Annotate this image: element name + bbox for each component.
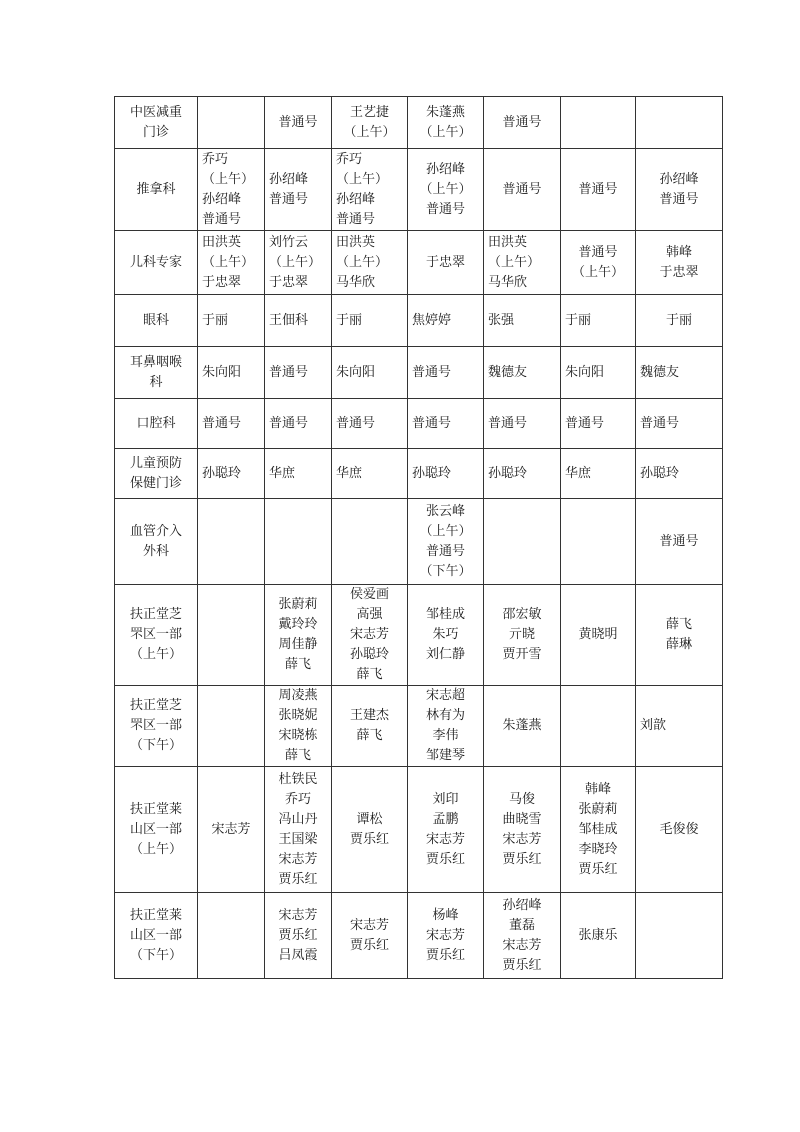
department-name: 扶正堂芝 罘区一部 （下午） xyxy=(115,686,198,767)
department-name: 扶正堂莱 山区一部 （上午） xyxy=(115,767,198,893)
schedule-cell: 朱向阳 xyxy=(198,347,265,399)
schedule-cell: 普通号 xyxy=(484,399,561,449)
schedule-cell: 孙聪玲 xyxy=(484,449,561,499)
department-name: 扶正堂莱 山区一部 （下午） xyxy=(115,893,198,979)
schedule-cell: 杜铁民 乔巧 冯山丹 王国梁 宋志芳 贾乐红 xyxy=(265,767,332,893)
schedule-cell: 朱向阳 xyxy=(332,347,408,399)
department-name: 血管介入 外科 xyxy=(115,499,198,585)
schedule-cell xyxy=(484,499,561,585)
schedule-cell: 张蔚莉 戴玲玲 周佳静 薛飞 xyxy=(265,585,332,686)
schedule-cell: 华庶 xyxy=(561,449,636,499)
schedule-cell: 孙绍峰 董磊 宋志芳 贾乐红 xyxy=(484,893,561,979)
table-row xyxy=(115,295,723,347)
schedule-cell: 周凌燕 张晓妮 宋晓栋 薛飞 xyxy=(265,686,332,767)
table-row xyxy=(115,97,723,149)
department-name: 眼科 xyxy=(115,295,198,347)
schedule-cell xyxy=(561,97,636,149)
table-row xyxy=(115,399,723,449)
schedule-cell: 王佃科 xyxy=(265,295,332,347)
schedule-cell: 王艺捷 （上午） xyxy=(332,97,408,149)
schedule-cell: 魏德友 xyxy=(636,347,723,399)
schedule-cell xyxy=(265,499,332,585)
schedule-cell: 普通号 xyxy=(408,399,484,449)
schedule-cell xyxy=(198,499,265,585)
schedule-cell: 普通号 （上午） xyxy=(561,231,636,295)
schedule-cell xyxy=(198,893,265,979)
table-row xyxy=(115,347,723,399)
schedule-cell xyxy=(636,97,723,149)
department-name: 扶正堂芝 罘区一部 （上午） xyxy=(115,585,198,686)
schedule-cell: 邵宏敏 亓晓 贾开雪 xyxy=(484,585,561,686)
table-row xyxy=(115,893,723,979)
schedule-cell: 田洪英 （上午） 于忠翠 xyxy=(198,231,265,295)
schedule-cell: 普通号 xyxy=(484,149,561,231)
schedule-cell: 田洪英 （上午） 马华欣 xyxy=(332,231,408,295)
department-name: 儿科专家 xyxy=(115,231,198,295)
schedule-cell: 华庶 xyxy=(265,449,332,499)
schedule-cell: 乔巧 （上午） 孙绍峰 普通号 xyxy=(198,149,265,231)
schedule-cell: 刘竹云 （上午） 于忠翠 xyxy=(265,231,332,295)
table-row xyxy=(115,231,723,295)
schedule-cell: 普通号 xyxy=(198,399,265,449)
schedule-cell xyxy=(198,97,265,149)
schedule-cell: 王建杰 薛飞 xyxy=(332,686,408,767)
department-name: 口腔科 xyxy=(115,399,198,449)
department-name: 推拿科 xyxy=(115,149,198,231)
schedule-cell: 韩峰 于忠翠 xyxy=(636,231,723,295)
schedule-cell: 普通号 xyxy=(265,97,332,149)
schedule-cell: 孙聪玲 xyxy=(636,449,723,499)
schedule-cell: 马俊 曲晓雪 宋志芳 贾乐红 xyxy=(484,767,561,893)
schedule-cell: 于丽 xyxy=(332,295,408,347)
schedule-cell xyxy=(636,893,723,979)
table-row xyxy=(115,686,723,767)
schedule-cell: 宋志芳 贾乐红 xyxy=(332,893,408,979)
schedule-cell: 于忠翠 xyxy=(408,231,484,295)
schedule-cell: 普通号 xyxy=(636,399,723,449)
schedule-cell: 刘歆 xyxy=(636,686,723,767)
schedule-cell xyxy=(332,499,408,585)
schedule-cell: 宋志芳 xyxy=(198,767,265,893)
schedule-cell: 韩峰 张蔚莉 邹桂成 李晓玲 贾乐红 xyxy=(561,767,636,893)
schedule-cell: 乔巧 （上午） 孙绍峰 普通号 xyxy=(332,149,408,231)
schedule-cell xyxy=(198,686,265,767)
schedule-cell: 侯爱画 高强 宋志芳 孙聪玲 薛飞 xyxy=(332,585,408,686)
schedule-cell: 于丽 xyxy=(198,295,265,347)
schedule-cell: 于丽 xyxy=(636,295,723,347)
schedule-cell: 张康乐 xyxy=(561,893,636,979)
table-row xyxy=(115,149,723,231)
schedule-cell xyxy=(561,686,636,767)
schedule-cell: 张云峰 （上午） 普通号 （下午） xyxy=(408,499,484,585)
table-row xyxy=(115,585,723,686)
table-row xyxy=(115,449,723,499)
schedule-cell: 刘印 孟鹏 宋志芳 贾乐红 xyxy=(408,767,484,893)
table-row xyxy=(115,499,723,585)
schedule-cell: 普通号 xyxy=(408,347,484,399)
schedule-cell: 于丽 xyxy=(561,295,636,347)
department-name: 耳鼻咽喉 科 xyxy=(115,347,198,399)
schedule-cell: 普通号 xyxy=(332,399,408,449)
schedule-cell: 黄晓明 xyxy=(561,585,636,686)
schedule-cell: 孙绍峰 普通号 xyxy=(265,149,332,231)
schedule-cell: 孙绍峰 （上午） 普通号 xyxy=(408,149,484,231)
schedule-cell: 魏德友 xyxy=(484,347,561,399)
schedule-cell: 杨峰 宋志芳 贾乐红 xyxy=(408,893,484,979)
table-row xyxy=(115,767,723,893)
schedule-cell: 朱蓬燕 （上午） xyxy=(408,97,484,149)
schedule-cell: 邹桂成 朱巧 刘仁静 xyxy=(408,585,484,686)
schedule-cell: 朱蓬燕 xyxy=(484,686,561,767)
schedule-cell: 普通号 xyxy=(636,499,723,585)
schedule-cell: 毛俊俊 xyxy=(636,767,723,893)
schedule-cell: 朱向阳 xyxy=(561,347,636,399)
schedule-cell: 普通号 xyxy=(265,347,332,399)
schedule-cell: 普通号 xyxy=(265,399,332,449)
schedule-cell xyxy=(561,499,636,585)
schedule-cell: 孙聪玲 xyxy=(198,449,265,499)
schedule-cell xyxy=(198,585,265,686)
schedule-cell: 谭松 贾乐红 xyxy=(332,767,408,893)
schedule-cell: 宋志芳 贾乐红 吕凤霞 xyxy=(265,893,332,979)
schedule-cell: 张强 xyxy=(484,295,561,347)
schedule-table xyxy=(114,96,723,979)
schedule-cell: 薛飞 薛琳 xyxy=(636,585,723,686)
schedule-cell: 普通号 xyxy=(561,399,636,449)
schedule-cell: 宋志超 林有为 李伟 邹建琴 xyxy=(408,686,484,767)
schedule-cell: 田洪英 （上午） 马华欣 xyxy=(484,231,561,295)
schedule-cell: 孙绍峰 普通号 xyxy=(636,149,723,231)
department-name: 中医减重 门诊 xyxy=(115,97,198,149)
schedule-cell: 焦婷婷 xyxy=(408,295,484,347)
department-name: 儿童预防 保健门诊 xyxy=(115,449,198,499)
schedule-cell: 普通号 xyxy=(561,149,636,231)
schedule-cell: 普通号 xyxy=(484,97,561,149)
schedule-cell: 孙聪玲 xyxy=(408,449,484,499)
schedule-cell: 华庶 xyxy=(332,449,408,499)
